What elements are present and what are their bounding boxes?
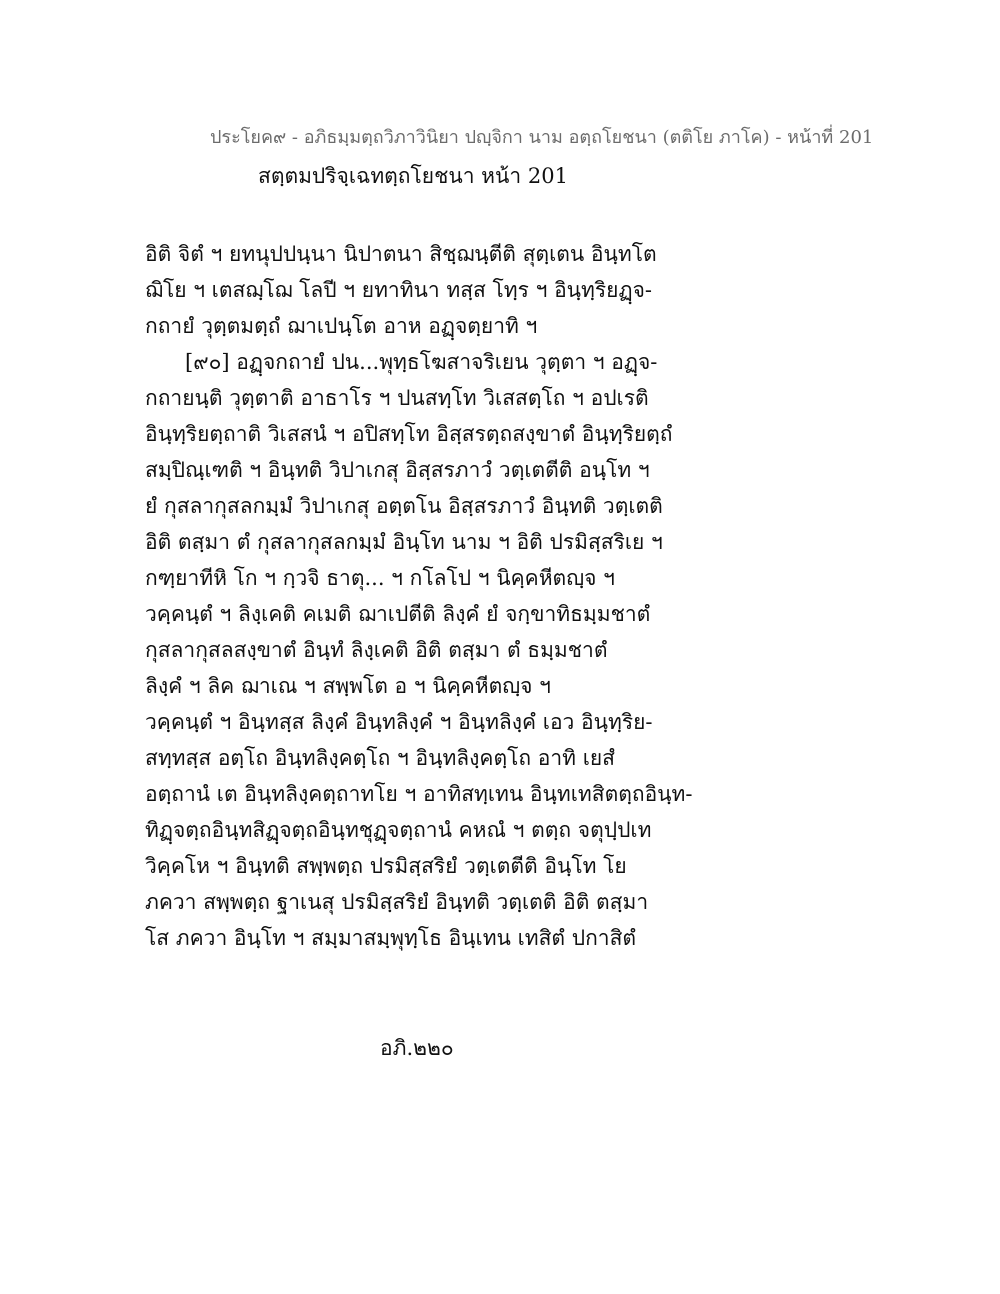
- text-line: ฌิโย ฯ เตสฌฺโฌ โลปี ฯ ยทาทินา ทสฺส โทฺร ฯ อินฺทฺริยฏฺจ-: [145, 278, 652, 302]
- text-line: สมฺปิณฺเฑติ ฯ อินฺทติ วิปาเกสุ อิสฺสรภาวํ วตฺเตตีติ อนฺโท ฯ: [145, 458, 650, 482]
- page-reference: อภิ.๒๒๐: [380, 1036, 454, 1060]
- text-line: ภควา สพฺพตฺถ ฐาเนสุ ปรมิสฺสริยํ อินฺทติ วตฺเตติ อิติ ตสฺมา: [145, 890, 649, 914]
- text-line: อิติ ตสฺมา ตํ กุสลากุสลกมฺมํ อินฺโท นาม ฯ อิติ ปรมิสฺสริเย ฯ: [145, 530, 663, 554]
- text-line: กฑฺยาทีหิ โก ฯ กฺวจิ ธาตุ... ฯ กโลโป ฯ นิคฺคหีตญฺจ ฯ: [145, 566, 615, 590]
- text-line: ยํ กุสลากุสลกมฺมํ วิปาเกสุ อตฺตโน อิสฺสรภาวํ อินฺทติ วตฺเตติ: [145, 494, 663, 518]
- text-line: ทิฏฺจตฺถอินฺทสิฏฺจตฺถอินฺทชุฏฺจตฺถานํ คหณํ ฯ ตตฺถ จตุปฺปเท: [145, 818, 652, 842]
- text-line: สทฺทสฺส อตฺโถ อินฺทลิงฺคตฺโถ ฯ อินฺทลิงฺคตฺโถ อาทิ เยสํ: [145, 746, 615, 770]
- text-line: โส ภควา อินฺโท ฯ สมฺมาสมฺพุทฺโธ อินฺเทน เทสิตํ ปกาสิตํ: [145, 926, 637, 950]
- text-line: อินฺทฺริยตฺถาติ วิเสสนํ ฯ อปิสทฺโท อิสฺสรตฺถสงฺขาตํ อินฺทฺริยตฺถํ: [145, 422, 673, 446]
- text-line: วคฺคนฺตํ ฯ อินฺทสฺส ลิงฺคํ อินฺทลิงฺคํ ฯ อินฺทลิงฺคํ เอว อินฺทฺริย-: [145, 710, 653, 734]
- text-line: วิคฺคโห ฯ อินฺทติ สพฺพตฺถ ปรมิสฺสริยํ วตฺเตตีติ อินฺโท โย: [145, 854, 627, 878]
- text-line: กถายนฺติ วุตฺตาติ อาธาโร ฯ ปนสทฺโท วิเสสตฺโถ ฯ อปเรติ: [145, 386, 649, 410]
- text-line: วคฺคนฺตํ ฯ ลิงฺเคติ คเมติ ฌาเปตีติ ลิงฺคํ ยํ จกฺขาทิธมฺมชาตํ: [145, 602, 651, 626]
- section-title: สตฺตมปริจฺเฉทตฺถโยชนา หน้า 201: [258, 164, 568, 188]
- text-line: อตฺถานํ เต อินฺทลิงฺคตฺถาทโย ฯ อาทิสทฺเทน อินฺทเทสิตตฺถอินฺท-: [145, 782, 693, 806]
- running-header: ประโยค๙ - อภิธมฺมตฺถวิภาวินิยา ปญฺจิกา นาม อตฺถโยชนา (ตติโย ภาโค) - หน้าที่ 201: [210, 127, 874, 148]
- text-line: กถายํ วุตฺตมตฺถํ ฌาเปนฺโต อาห อฏฺจตฺยาทิ ฯ: [145, 314, 538, 338]
- text-line: กุสลากุสลสงฺขาตํ อินฺทํ ลิงฺเคติ อิติ ตสฺมา ตํ ธมฺมชาตํ: [145, 638, 608, 662]
- body-text: [145, 236, 845, 956]
- paragraph-start-line: [๙๐] อฏฺจกถายํ ปน...พุทฺธโฆสาจริเยน วุตฺตา ฯ อฏฺจ-: [185, 350, 658, 374]
- text-line: อิติ จิตํ ฯ ยทนุปปนฺนา นิปาตนา สิชฺฌนฺตีติ สุตฺเตน อินฺทโต: [145, 242, 657, 266]
- text-line: ลิงฺคํ ฯ ลิค ฌาเณ ฯ สพฺพโต อ ฯ นิคฺคหีตญฺจ ฯ: [145, 674, 551, 698]
